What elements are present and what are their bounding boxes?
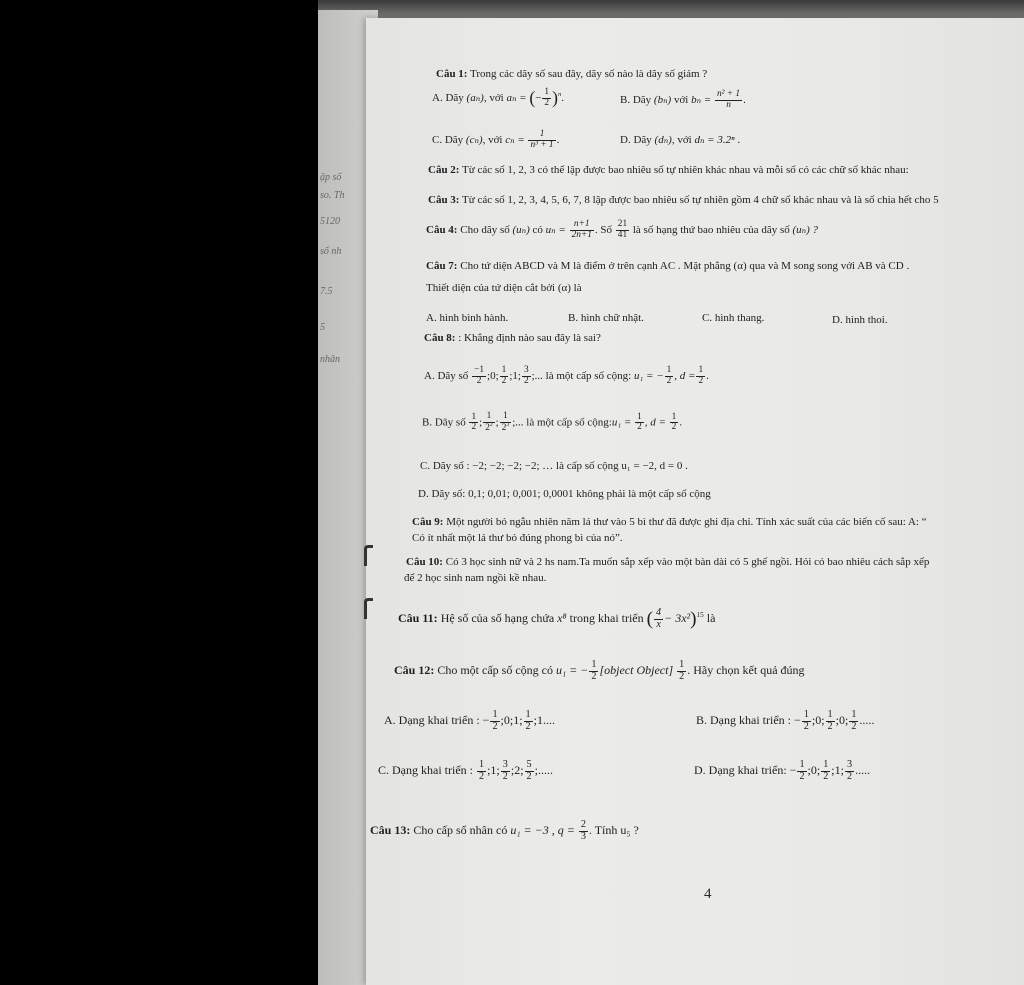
- question-12: [394, 660, 805, 682]
- exponent: n: [557, 91, 562, 99]
- q1-option-a: A. Dãy (aₙ), với aₙ = (− $\frac{1}{2}$ )$^n$.: [432, 87, 564, 108]
- question-9: [412, 516, 927, 529]
- q1-option-d: D. Dãy (dₙ), với dₙ = 3.2ⁿ .: [620, 134, 741, 146]
- back-text: nhân: [320, 354, 340, 365]
- close-paren: ): [552, 87, 558, 108]
- open-paren: (: [529, 87, 536, 108]
- q1-option-c: C. Dãy (cₙ), với cₙ = $\frac{1}{\text{n³ + 1}}$ .: [432, 129, 560, 150]
- question-label: Câu 10:: [406, 556, 443, 568]
- question-1: [436, 68, 707, 81]
- question-text: . Số: [594, 223, 613, 236]
- denominator: 2: [637, 422, 642, 433]
- math-lhs: uₙ =: [545, 223, 566, 236]
- math-lhs: u₁ = −: [556, 662, 589, 677]
- denominator: 2n+1: [571, 229, 592, 240]
- fraction: $\frac{1}{2}$: [525, 709, 531, 732]
- numerator: n+1: [570, 220, 594, 231]
- question-7: [426, 260, 909, 273]
- denominator: 2: [671, 422, 677, 433]
- fraction: [654, 608, 663, 630]
- exam-page: [366, 18, 1024, 985]
- question-text: Cho một cấp số cộng có: [437, 662, 553, 677]
- option-text: Dạng khai triển :: [710, 712, 791, 727]
- denominator: x: [656, 618, 661, 630]
- numerator: 1: [698, 365, 704, 375]
- option-text: , với: [483, 91, 504, 104]
- question-text: Cho tứ diện ABCD và M là điểm ở trên cạnh AC . Mặt phẳng (α) qua và M song song với AB và CD .: [460, 260, 910, 272]
- question-label: Câu 1:: [436, 68, 468, 80]
- question-label: Câu 8:: [424, 332, 456, 344]
- option-label: D.: [620, 134, 631, 146]
- denominator: 2: [679, 670, 685, 682]
- term: 1;: [512, 369, 521, 382]
- option-label: B.: [620, 93, 631, 106]
- question-13: [370, 820, 639, 842]
- fraction: [670, 413, 679, 434]
- math-lhs: u₁ =: [611, 416, 632, 429]
- back-text: ập số: [320, 172, 342, 183]
- option-label: B.: [696, 712, 708, 727]
- fraction: $\frac{1}{2^3}$: [501, 411, 510, 433]
- fraction: [579, 820, 588, 842]
- fraction: $\frac{3}{2}$: [502, 759, 508, 782]
- question-text: trong khai triển: [569, 610, 644, 625]
- question-text: có: [532, 223, 543, 236]
- fraction: [665, 366, 674, 387]
- numerator: 1: [528, 130, 555, 141]
- option-text: Dạng khai triển :: [392, 762, 473, 777]
- question-label: Câu 2:: [428, 164, 460, 176]
- option-text: ;... là một cấp số cộng:: [531, 369, 632, 382]
- math-seq: (uₙ) ?: [792, 223, 819, 236]
- fraction: $\frac{1}{2}$: [851, 709, 857, 732]
- question-text: Trong các dãy số sau đây, dãy số nào là dãy số giảm ?: [470, 68, 708, 80]
- q12-option-b: B. Dạng khai triển : − $\frac{1}{2}$ ;0; $\frac{1}{2}$ ;0; $\frac{1}{2}$ .....: [696, 709, 875, 732]
- math-lhs: cₙ =: [505, 133, 525, 146]
- denominator: n³ + 1: [530, 139, 554, 150]
- fraction: [472, 366, 486, 387]
- back-text: số nh: [320, 246, 342, 257]
- question-8: [424, 332, 601, 345]
- fraction: $\frac{1}{2}$: [471, 411, 477, 433]
- option-text: Dạng khai triển:: [708, 762, 787, 777]
- option-text: Dãy số: [437, 369, 469, 382]
- fraction: $\frac{1}{2}$: [803, 709, 809, 732]
- fraction: $\frac{5}{2}$: [526, 759, 532, 782]
- math-lhs: u₁ = −3 ,: [510, 822, 555, 837]
- q8-option-a: A. Dãy số $\frac{-1}{2}$ ;0; $\frac{1}{2}$ ;1; $\frac{3}{2}$ ;... là một cấp số cộng: u₁ = − $\frac{1}{2}$ , d = $\frac{1}{2}$ .: [424, 365, 709, 386]
- question-3: [428, 194, 939, 207]
- question-label: Câu 3:: [428, 194, 460, 206]
- denominator: 41: [617, 229, 628, 240]
- fraction: $\frac{1}{2}$: [492, 709, 498, 732]
- page-number: 4: [704, 886, 712, 902]
- q7-option-a: A. hình bình hành.: [426, 312, 509, 324]
- denominator: n: [726, 99, 731, 110]
- fraction: $\frac{1}{2}$: [823, 759, 829, 782]
- binding-mark: [364, 598, 373, 619]
- fraction: [616, 220, 629, 241]
- fraction: $\frac{1}{2}$: [479, 759, 485, 782]
- numerator: 2: [580, 819, 586, 830]
- question-label: Câu 11:: [398, 610, 438, 625]
- option-text: Dãy: [445, 91, 464, 104]
- question-text: Có 3 học sinh nữ và 2 hs nam.Ta muốn sắp xếp vào một bàn dài có 5 ghế ngồi. Hỏi có bao nhiêu cách sắp xếp: [445, 556, 930, 568]
- question-label: Câu 4:: [426, 223, 458, 236]
- question-text: Hệ số của số hạng chứa: [440, 610, 555, 625]
- term: 0;: [490, 369, 499, 382]
- math-seq: (aₙ): [466, 91, 484, 104]
- numerator: 1: [501, 365, 507, 375]
- q10-line-2: để 2 học sinh nam ngồi kề nhau.: [404, 572, 547, 584]
- option-label: C.: [378, 762, 390, 777]
- option-label: C.: [432, 133, 443, 146]
- question-label: Câu 9:: [412, 516, 444, 528]
- fraction: [635, 413, 644, 434]
- fraction: [522, 366, 531, 387]
- question-text: Cho cấp số nhân có: [413, 822, 508, 837]
- fraction: [528, 130, 555, 151]
- denominator: 2: [523, 375, 529, 386]
- q8-option-c: [420, 460, 688, 473]
- option-text: Dãy số: [434, 416, 466, 429]
- back-text: so. Th: [320, 190, 345, 201]
- denominator: 2: [591, 670, 597, 682]
- option-label: D.: [418, 488, 429, 500]
- denominator: 3: [580, 830, 586, 842]
- q7-option-b: B. hình chữ nhật.: [568, 312, 644, 324]
- option-label: C.: [420, 460, 431, 472]
- denominator: 2: [698, 375, 704, 386]
- option-text: , với: [482, 133, 503, 146]
- option-label: A.: [384, 712, 396, 727]
- numerator: 1: [637, 411, 642, 422]
- numerator: 1: [679, 659, 685, 670]
- numerator: −1: [474, 365, 485, 375]
- question-label: Câu 13:: [370, 822, 411, 837]
- numerator: 1: [666, 365, 672, 375]
- math-term: − 3x²: [664, 610, 691, 625]
- option-text: ;... là một cấp số cộng:: [512, 416, 612, 429]
- fraction: $\frac{1}{2}$: [799, 759, 805, 782]
- q1-option-b: B. Dãy (bₙ) với bₙ = $\frac{\text{n² + 1}}{n}$ .: [620, 89, 746, 110]
- option-text: Dãy: [633, 134, 652, 146]
- question-text: là số hạng thứ bao nhiêu của dãy số: [632, 223, 790, 236]
- question-text: Từ các số 1, 2, 3 có thể lập được bao nhiêu số tự nhiên khác nhau và mỗi số có các chữ số khác nhau:: [462, 164, 909, 176]
- math-var: x⁸: [557, 610, 567, 625]
- question-text: . Tính u₅ ?: [588, 822, 639, 837]
- option-text: Dãy số : −2; −2; −2; −2; … là cấp số cộng u₁ = −2, d = 0 .: [432, 460, 688, 472]
- q8-option-b: B. Dãy số $\frac{1}{2}$ ; $\frac{1}{2^2}$ ; $\frac{1}{2^3}$ ;... là một cấp số cộng:u₁ = $\frac{1}{2}$ , d = $\frac{1}{2}$ .: [422, 411, 683, 433]
- option-text: Dãy: [444, 133, 464, 146]
- fraction: $\frac{1}{2}$: [827, 709, 833, 732]
- exponent: 15: [696, 610, 704, 619]
- math-seq: (cₙ): [465, 133, 483, 146]
- photo-top-shadow: [318, 0, 1024, 18]
- option-text: , với: [671, 134, 692, 146]
- option-label: B.: [422, 416, 433, 429]
- math-seq: (dₙ): [654, 134, 672, 146]
- denominator: 2: [476, 375, 482, 386]
- back-text: 5120: [320, 216, 340, 227]
- q7-line-2: Thiết diện của tứ diện cắt bởi (α) là: [426, 282, 582, 294]
- binding-mark: [364, 545, 373, 566]
- math-lhs: bₙ =: [691, 93, 712, 106]
- math-lhs: u₁ = −: [633, 369, 664, 382]
- fraction: [696, 366, 705, 387]
- back-text: 5: [320, 322, 325, 333]
- question-text: : Khẳng định nào sau đây là sai?: [458, 332, 601, 344]
- denominator: 2: [501, 375, 507, 386]
- close-paren: ): [690, 608, 697, 630]
- denominator: 2: [666, 375, 672, 386]
- numerator: 3: [523, 365, 529, 375]
- math-lhs: [object Object]: [599, 662, 674, 677]
- question-text: là: [706, 610, 716, 625]
- math-seq: (uₙ): [512, 223, 530, 236]
- numerator: 1: [544, 87, 550, 97]
- q7-option-d: D. hình thoi.: [832, 314, 888, 326]
- fraction: [500, 366, 509, 387]
- q12-option-d: D. Dạng khai triển: − $\frac{1}{2}$ ;0; $\frac{1}{2}$ ;1; $\frac{3}{2}$ .....: [694, 759, 871, 782]
- numerator: 4: [656, 607, 662, 618]
- math-seq: (bₙ): [653, 93, 672, 106]
- denominator: 2: [544, 97, 550, 108]
- q8-option-d: [418, 488, 711, 501]
- option-label: A.: [432, 91, 443, 104]
- q12-option-c: C. Dạng khai triển : $\frac{1}{2}$ ;1; $\frac{3}{2}$ ;2; $\frac{5}{2}$ ;.....: [378, 759, 553, 782]
- math-lhs: q =: [557, 822, 575, 837]
- q9-line-2: Có ít nhất một lá thư bỏ đúng phong bì của nó”.: [412, 532, 623, 544]
- option-label: D.: [694, 762, 706, 777]
- fraction: [715, 90, 742, 111]
- option-text: Dạng khai triển :: [398, 712, 480, 727]
- question-4: [426, 220, 818, 241]
- option-label: A.: [424, 369, 435, 382]
- question-11: [398, 608, 715, 630]
- photo-area: [318, 0, 1024, 985]
- question-label: Câu 12:: [394, 662, 435, 677]
- open-paren: (: [646, 608, 654, 630]
- math-lhs: aₙ =: [506, 91, 527, 104]
- fraction: $\frac{1}{2^2}$: [485, 411, 493, 433]
- math-lhs: , d =: [644, 416, 666, 429]
- fraction: [570, 220, 594, 241]
- question-text: . Hãy chọn kết quả đúng: [687, 662, 805, 677]
- numerator: 1: [591, 659, 597, 670]
- question-10: [406, 556, 929, 569]
- option-text: với: [673, 93, 689, 106]
- numerator: 1: [671, 411, 677, 422]
- numerator: n² + 1: [716, 89, 741, 99]
- math-formula: dₙ = 3.2ⁿ: [694, 134, 735, 146]
- numerator: 21: [617, 219, 628, 229]
- q7-option-c: C. hình thang.: [702, 312, 765, 324]
- question-text: Cho dãy số: [460, 223, 510, 236]
- question-text: Từ các số 1, 2, 3, 4, 5, 6, 7, 8 lập được bao nhiêu số tự nhiên gồm 4 chữ số khác nhau và là số chia hết cho 5: [462, 194, 939, 206]
- fraction: $\frac{3}{2}$: [846, 759, 853, 782]
- q12-option-a: A. Dạng khai triển : − $\frac{1}{2}$ ;0;1; $\frac{1}{2}$ ;1....: [384, 709, 555, 732]
- fraction: [677, 660, 686, 682]
- question-text: Một người bỏ ngẫu nhiên năm lá thư vào 5 bì thư đã được ghi địa chỉ. Tính xác suất của các biến cố sau: A: “: [446, 516, 927, 528]
- option-text: Dãy số: 0,1; 0,01; 0,001; 0,0001 không phải là một cấp số cộng: [431, 488, 711, 500]
- question-label: Câu 7:: [426, 260, 458, 272]
- question-2: [428, 164, 909, 177]
- fraction: [589, 660, 598, 682]
- math-lhs: , d =: [674, 369, 696, 382]
- back-text: 7.5: [320, 286, 333, 297]
- option-text: Dãy: [632, 93, 652, 106]
- fraction: [542, 88, 551, 109]
